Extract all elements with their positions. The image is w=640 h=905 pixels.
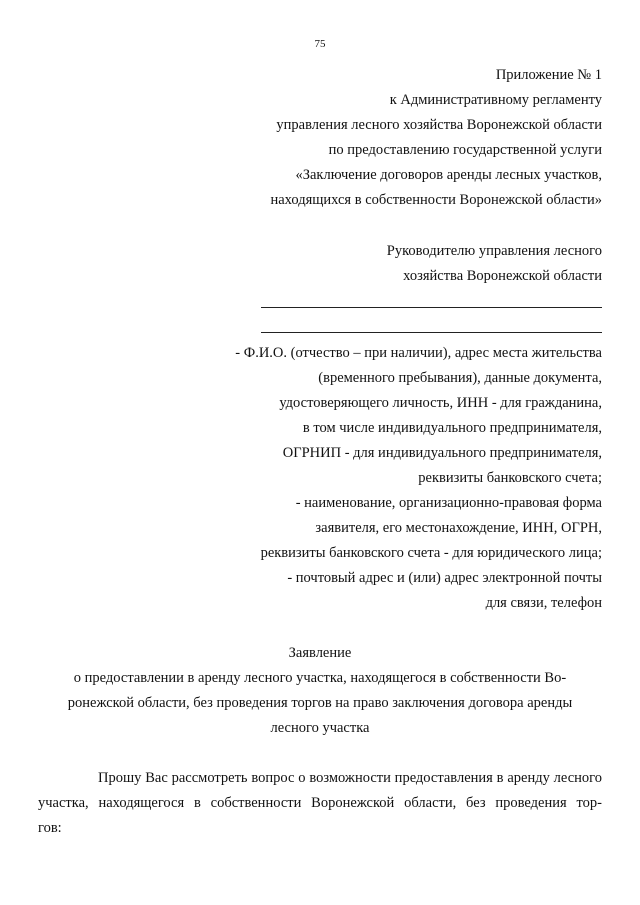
appendix-line: управления лесного хозяйства Воронежской области [276,117,602,133]
hint-line: удостоверяющего личность, ИНН - для гражданина, [279,395,602,411]
page-number: 75 [314,38,326,50]
appendix-title: Приложение № 1 [495,67,602,83]
hint-line: - почтовый адрес и (или) адрес электронной почты [287,570,602,586]
subtitle-line: ронежской области, без проведения торгов на право заключения договора аренды [67,695,573,711]
subtitle-line: о предоставлении в аренду лесного участка, находящегося в собственности Во- [73,670,567,686]
hint-line: (временного пребывания), данные документа, [318,370,602,386]
fill-in-line [261,307,602,308]
hint-line: - наименование, организационно-правовая форма [295,495,602,511]
statement-title: Заявление [288,645,352,661]
body-line: Прошу Вас рассмотреть вопрос о возможности предоставления в аренду лесного [98,770,602,786]
appendix-line: находящихся в собственности Воронежской области» [270,192,602,208]
addressee-line: хозяйства Воронежской области [403,268,602,284]
hint-line: в том числе индивидуального предпринимателя, [302,420,602,436]
body-line: гов: [38,820,62,836]
hint-line: реквизиты банковского счета - для юридического лица; [260,545,602,561]
hint-line: ОГРНИП - для индивидуального предпринимателя, [282,445,602,461]
hint-line: для связи, телефон [485,595,602,611]
appendix-line: к Административному регламенту [389,92,602,108]
body-line: участка, находящегося в собственности Воронежской области, без проведения тор- [38,795,602,811]
appendix-line: «Заключение договоров аренды лесных участков, [295,167,602,183]
addressee-line: Руководителю управления лесного [386,243,602,259]
fill-in-line [261,332,602,333]
hint-line: реквизиты банковского счета; [418,470,602,486]
hint-line: - Ф.И.О. (отчество – при наличии), адрес места жительства [235,345,602,361]
subtitle-line: лесного участка [270,720,370,736]
appendix-line: по предоставлению государственной услуги [328,142,602,158]
hint-line: заявителя, его местонахождение, ИНН, ОГРН, [315,520,602,536]
